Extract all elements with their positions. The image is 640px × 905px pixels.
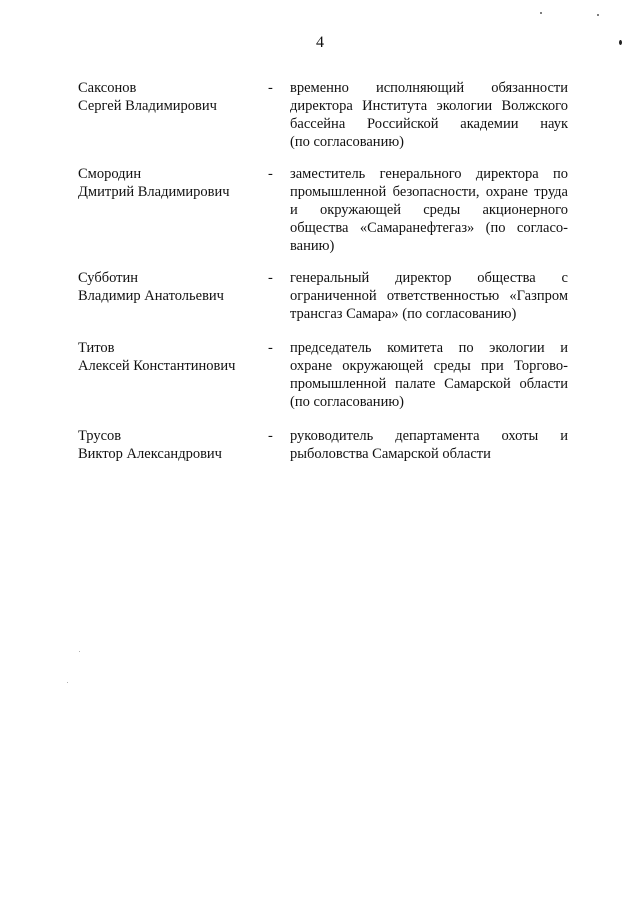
member-surname: Субботин <box>78 270 139 286</box>
member-role <box>290 427 568 463</box>
scan-speck <box>540 12 542 14</box>
member-name <box>78 427 258 463</box>
member-role <box>290 269 568 323</box>
role-line: (по согласованию) <box>290 394 404 410</box>
role-line: заместитель генерального директора по <box>290 166 568 182</box>
dash-separator: - <box>268 166 273 182</box>
role-line: председатель комитета по экологии и <box>290 340 568 356</box>
dash-separator: - <box>268 428 273 444</box>
role-line: общества «Самаранефтегаз» (по согласо- <box>290 220 568 236</box>
scan-speck <box>67 682 68 683</box>
member-name <box>78 269 258 305</box>
scan-speck <box>619 40 622 45</box>
role-line: ванию) <box>290 238 335 254</box>
role-line: руководитель департамента охоты и <box>290 428 568 444</box>
member-role <box>290 339 568 411</box>
role-line: охране окружающей среды при Торгово- <box>290 358 568 374</box>
member-role <box>290 79 568 151</box>
role-line: промышленной палате Самарской области <box>290 376 568 392</box>
role-line: и окружающей среды акционерного <box>290 202 568 218</box>
role-line: (по согласованию) <box>290 134 404 150</box>
member-surname: Трусов <box>78 428 122 444</box>
scan-speck <box>79 651 80 652</box>
dash-separator: - <box>268 340 273 356</box>
role-line: бассейна Российской академии наук <box>290 116 568 132</box>
member-name <box>78 339 258 375</box>
member-given-names: Алексей Константинович <box>78 358 236 374</box>
member-surname: Саксонов <box>78 80 137 96</box>
member-given-names: Виктор Александрович <box>78 446 222 462</box>
role-line: генеральный директор общества с <box>290 270 568 286</box>
member-given-names: Сергей Владимирович <box>78 98 217 114</box>
role-line: временно исполняющий обязанности <box>290 80 568 96</box>
role-line: трансгаз Самара» (по согласованию) <box>290 306 517 322</box>
member-surname: Титов <box>78 340 115 356</box>
role-line: директора Института экологии Волжского <box>290 98 568 114</box>
member-surname: Смородин <box>78 166 142 182</box>
dash-separator: - <box>268 270 273 286</box>
dash-separator: - <box>268 80 273 96</box>
page-number: 4 <box>316 34 324 51</box>
role-line: ограниченной ответственностью «Газпром <box>290 288 568 304</box>
member-name <box>78 79 258 115</box>
scan-speck <box>597 14 599 16</box>
member-given-names: Дмитрий Владимирович <box>78 184 230 200</box>
role-line: рыболовства Самарской области <box>290 446 491 462</box>
member-name <box>78 165 258 201</box>
member-given-names: Владимир Анатольевич <box>78 288 224 304</box>
role-line: промышленной безопасности, охране труда <box>290 184 568 200</box>
member-role <box>290 165 568 255</box>
